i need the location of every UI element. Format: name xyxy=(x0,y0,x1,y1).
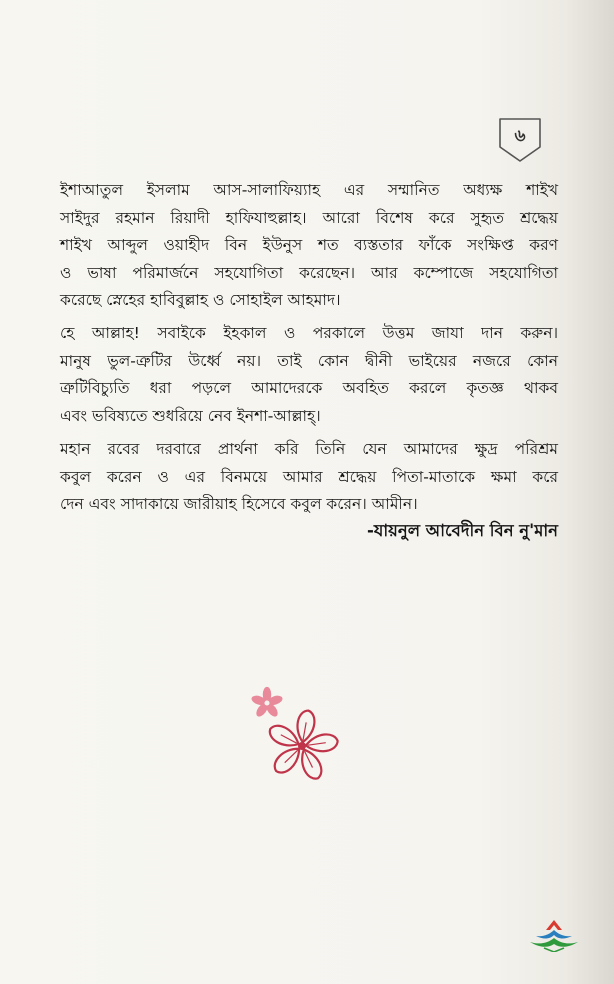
page-number: ৬ xyxy=(514,126,526,146)
paragraph-supplication xyxy=(60,436,558,519)
paragraph-acknowledgement xyxy=(60,177,558,315)
publisher-logo-icon xyxy=(526,918,582,952)
text-line: শাইখ আব্দুল ওয়াহীদ বিন ইউনুস শত ব্যস্ততার ফাঁকে সংক্ষিপ্ত করণ xyxy=(60,236,558,254)
large-flower-icon xyxy=(262,706,342,786)
page-number-badge xyxy=(497,117,543,163)
text-line: এবং ভবিষ্যতে শুধরিয়ে নেব ইনশা-আল্লাহ্। xyxy=(60,406,321,425)
text-line: হে আল্লাহ! সবাইকে ইহকাল ও পরকালে উত্তম জাযা দান করুন। xyxy=(60,324,558,342)
text-line: মানুষ ভুল-ত্রুটির উর্ধ্বে নয়। তাই কোন দ্বীনী ভাইয়ের নজরে কোন xyxy=(60,351,558,370)
text-line: কবুল করেন ও এর বিনময়ে আমার শ্রদ্ধেয় পিতা-মাতাকে ক্ষমা করে xyxy=(60,467,558,486)
author-signature: -যায়নুল আবেদীন বিন নু'মান xyxy=(367,521,558,540)
text-line: ত্রুটিবিচ্যুতি ধরা পড়লে আমাদেরকে অবহিত করলে কৃতজ্ঞ থাকব xyxy=(60,379,558,397)
text-line: মহান রবের দরবারে প্রার্থনা করি তিনি যেন আমাদের ক্ষুদ্র পরিশ্রম xyxy=(60,440,558,458)
text-line: দেন এবং সাদাকায়ে জারীয়াহ হিসেবে কবুল করেন। আমীন। xyxy=(60,495,418,513)
text-line: করেছে স্নেহের হাবিবুল্লাহ ও সোহাইল আহমাদ। xyxy=(60,291,341,309)
text-line: ইশাআতুল ইসলাম আস-সালাফিয়্যাহ এর সম্মানিত অধ্যক্ষ শাইখ xyxy=(60,181,558,199)
text-line: ও ভাষা পরিমার্জনে সহযোগিতা করেছেন। আর কম্পোজে সহযোগিতা xyxy=(60,263,558,282)
paragraph-prayer xyxy=(60,320,558,430)
text-line: সাইদুর রহমান রিয়াদী হাফিযাহুল্লাহ। আরো বিশেষ করে সুহৃত শ্রদ্ধেয় xyxy=(60,208,558,227)
